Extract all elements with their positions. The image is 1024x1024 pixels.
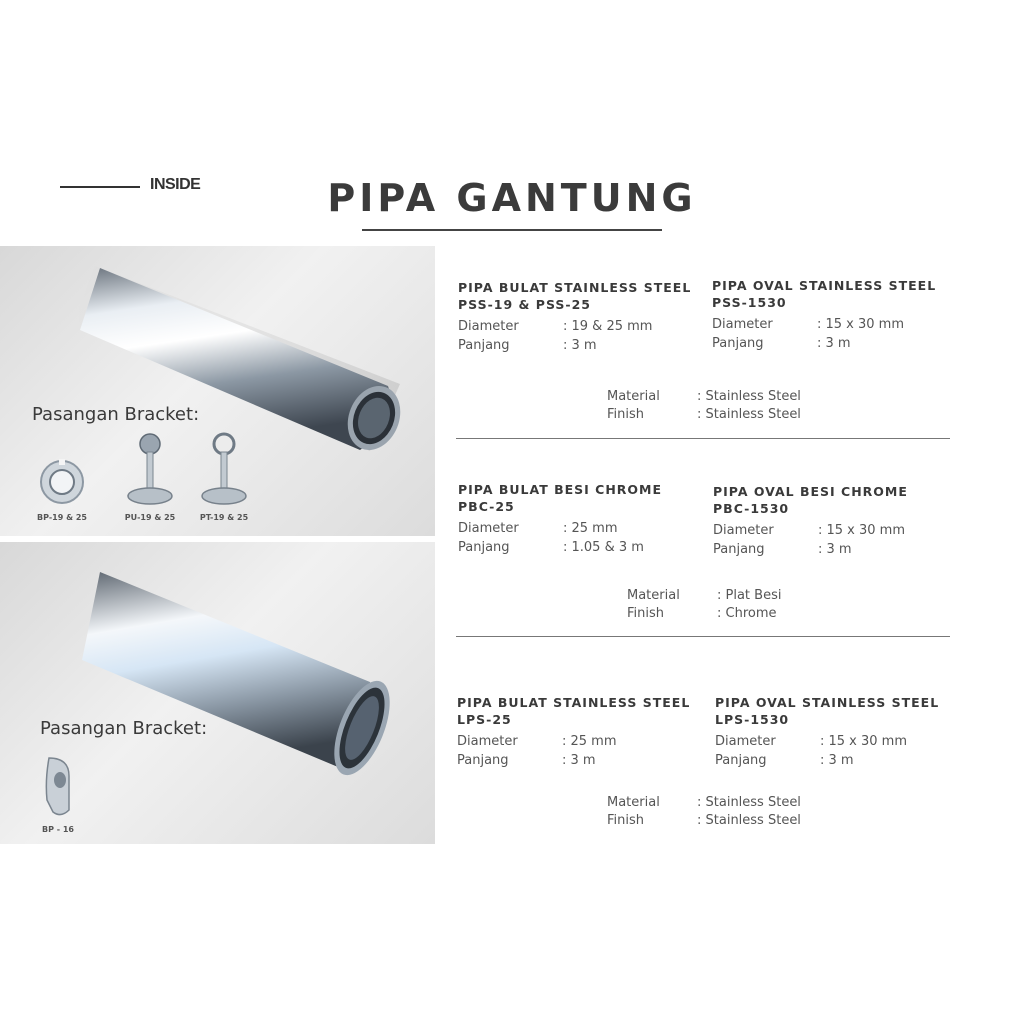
product-name: PIPA BULAT STAINLESS STEEL bbox=[457, 695, 691, 710]
material-finish-3 bbox=[607, 794, 801, 830]
panjang-value: : 3 m bbox=[817, 336, 851, 351]
spec-pss-1530 bbox=[712, 277, 936, 353]
bracket-heading-1: Pasangan Bracket: bbox=[32, 404, 200, 425]
product-code: LPS-1530 bbox=[715, 712, 790, 727]
bracket-pt-19-25 bbox=[192, 432, 256, 522]
material-finish-2 bbox=[627, 587, 781, 623]
finish-value: : Chrome bbox=[717, 606, 777, 621]
pole-bracket-t-icon bbox=[198, 432, 250, 508]
round-pipe-photo-panel bbox=[0, 246, 435, 536]
bracket-heading-2: Pasangan Bracket: bbox=[40, 718, 208, 739]
panjang-label: Panjang bbox=[713, 542, 765, 557]
diameter-label: Diameter bbox=[712, 317, 773, 332]
ring-bracket-icon bbox=[37, 456, 87, 508]
bracket-code: PT-19 & 25 bbox=[199, 513, 249, 522]
material-label: Material bbox=[607, 795, 660, 810]
product-code: PSS-1530 bbox=[712, 295, 787, 310]
product-name: PIPA OVAL BESI CHROME bbox=[713, 484, 908, 499]
spec-lps-25 bbox=[457, 694, 690, 770]
diameter-label: Diameter bbox=[458, 521, 519, 536]
panjang-value: : 3 m bbox=[820, 753, 854, 768]
spec-pss-19-25 bbox=[458, 279, 691, 355]
product-name: PIPA BULAT BESI CHROME bbox=[458, 482, 663, 497]
diameter-value: : 15 x 30 mm bbox=[820, 734, 908, 749]
material-value: : Stainless Steel bbox=[697, 795, 801, 810]
panjang-label: Panjang bbox=[457, 753, 509, 768]
oval-pipe-photo-panel bbox=[0, 542, 435, 844]
page-title: PIPA GANTUNG bbox=[327, 176, 697, 220]
product-code: PBC-25 bbox=[458, 499, 515, 514]
product-code: PBC-1530 bbox=[713, 501, 790, 516]
diameter-label: Diameter bbox=[713, 523, 774, 538]
finish-label: Finish bbox=[607, 813, 645, 828]
panjang-label: Panjang bbox=[715, 753, 767, 768]
material-finish-1 bbox=[607, 388, 801, 424]
diameter-label: Diameter bbox=[715, 734, 776, 749]
diameter-value: : 19 & 25 mm bbox=[563, 319, 653, 334]
panjang-label: Panjang bbox=[458, 540, 510, 555]
diameter-value: : 15 x 30 mm bbox=[817, 317, 905, 332]
diameter-label: Diameter bbox=[457, 734, 518, 749]
bracket-bp-19-25 bbox=[30, 456, 94, 522]
pole-bracket-u-icon bbox=[124, 432, 176, 508]
material-label: Material bbox=[607, 389, 660, 404]
bracket-code: BP-19 & 25 bbox=[37, 513, 87, 522]
material-value: : Stainless Steel bbox=[697, 389, 801, 404]
bracket-bp-16 bbox=[38, 754, 78, 834]
brand-logo: INSIDE bbox=[150, 176, 201, 193]
diameter-value: : 15 x 30 mm bbox=[818, 523, 906, 538]
panjang-value: : 3 m bbox=[563, 338, 597, 353]
bracket-code: PU-19 & 25 bbox=[124, 513, 176, 522]
diameter-value: : 25 mm bbox=[562, 734, 617, 749]
bracket-pu-19-25 bbox=[118, 432, 182, 522]
finish-value: : Stainless Steel bbox=[697, 813, 801, 828]
panjang-label: Panjang bbox=[458, 338, 510, 353]
finish-label: Finish bbox=[627, 606, 665, 621]
spec-lps-1530 bbox=[715, 694, 939, 770]
spec-pbc-25 bbox=[458, 481, 662, 557]
panjang-value: : 3 m bbox=[818, 542, 852, 557]
panjang-label: Panjang bbox=[712, 336, 764, 351]
product-name: PIPA OVAL STAINLESS STEEL bbox=[712, 278, 937, 293]
product-name: PIPA OVAL STAINLESS STEEL bbox=[715, 695, 940, 710]
product-name: PIPA BULAT STAINLESS STEEL bbox=[458, 280, 692, 295]
material-label: Material bbox=[627, 588, 680, 603]
panjang-value: : 1.05 & 3 m bbox=[563, 540, 644, 555]
section-divider bbox=[456, 438, 950, 439]
product-code: PSS-19 & PSS-25 bbox=[458, 297, 591, 312]
diameter-value: : 25 mm bbox=[563, 521, 618, 536]
finish-value: : Stainless Steel bbox=[697, 407, 801, 422]
material-value: : Plat Besi bbox=[717, 588, 782, 603]
spec-pbc-1530 bbox=[713, 483, 908, 559]
title-underline bbox=[362, 229, 662, 231]
panjang-value: : 3 m bbox=[562, 753, 596, 768]
diameter-label: Diameter bbox=[458, 319, 519, 334]
product-code: LPS-25 bbox=[457, 712, 512, 727]
bracket-code: BP - 16 bbox=[42, 825, 74, 834]
hook-bracket-icon bbox=[41, 754, 75, 820]
finish-label: Finish bbox=[607, 407, 645, 422]
section-divider bbox=[456, 636, 950, 637]
